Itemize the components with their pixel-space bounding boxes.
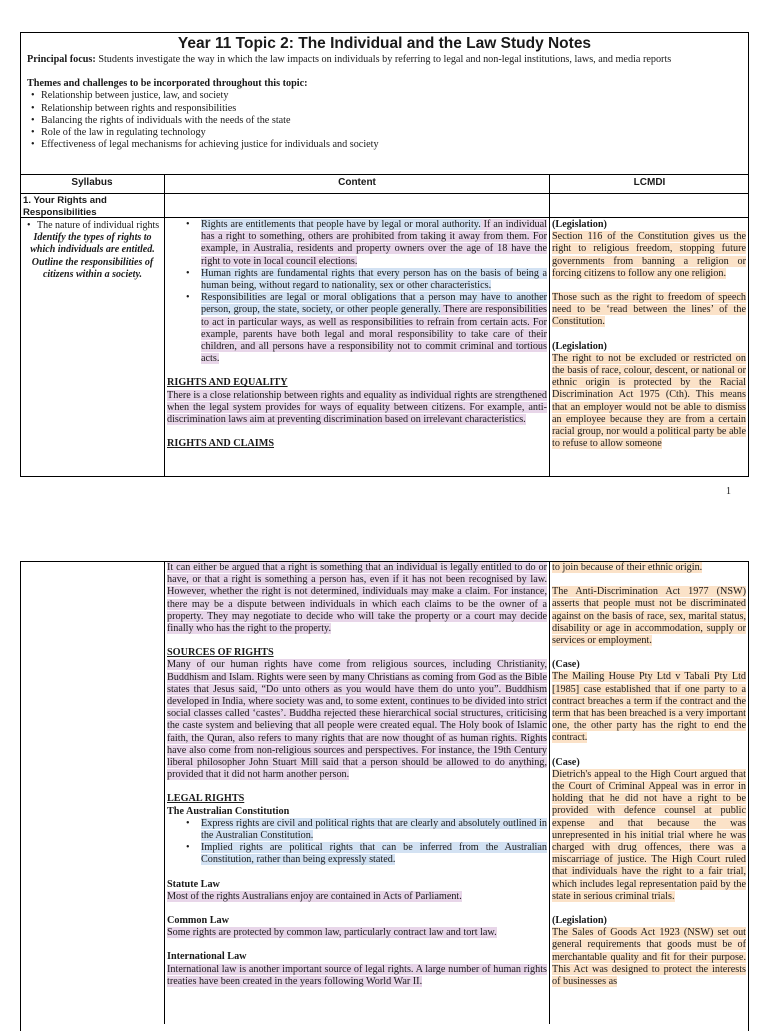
lcmdi-mailing-house-case: The Mailing House Pty Ltd v Tabali Pty Ltd [1985] case established that if one party to a contract breaches a term if the contract and the term that has been breached is a very important one, the other party has the right to end the contract. <box>552 671 746 744</box>
rights-equality-text: There is a close relationship between rights and equality as individual rights are strengthened when the legal system provides for ways of equality between citizens. For example, anti-discrimination laws aim at preventing discrimination based on irrelevant characteristics. <box>167 389 547 426</box>
lcmdi-tag: (Case) <box>552 756 580 768</box>
lcmdi-tag: (Legislation) <box>552 915 607 927</box>
lcmdi-dietrich-case: Dietrich's appeal to the High Court argued that the Court of Criminal Appeal was in error in holding that he did not have a right to be provided with defence counsel at public expense and that because the was unrepresented in his initial trial where he was charged with drug offences, there was a miscarriage of justice. The High Court ruled that individuals have the right to a fair trial, which includes legal representation paid by the state in serious criminal trials. <box>552 768 746 902</box>
page-title: Year 11 Topic 2: The Individual and the Law Study Notes <box>177 35 592 52</box>
international-law-heading: International Law <box>167 951 247 963</box>
page-number: 1 <box>726 486 731 497</box>
vline-4 <box>549 561 550 1024</box>
sources-heading: SOURCES OF RIGHTS <box>167 647 274 659</box>
lcmdi-sale-of-goods-act: The Sales of Goods Act 1923 (NSW) set out general requirements that goods must be of merchantable quality and fit for their purpose. This Act was designed to protect the interests of businesses as <box>552 927 746 988</box>
implied-rights-text: Implied rights are political rights that can be inferred from the Australian Constitution, rather than being expressly stated. <box>201 842 547 866</box>
content-column-p2 <box>167 562 547 1024</box>
vline-1 <box>164 174 165 477</box>
human-rights-definition: Human rights are fundamental rights that every person has on the basis of being a human being, without regard to nationality, sex or other characteristics. <box>201 267 547 292</box>
theme-item: • Role of the law in regulating technology <box>27 127 742 139</box>
common-law-heading: Common Law <box>167 915 229 927</box>
theme-item: • Balancing the rights of individuals with the needs of the state <box>27 115 742 127</box>
statute-text: Most of the rights Australians enjoy are contained in Acts of Parliament. <box>167 890 462 902</box>
lcmdi-tag: (Legislation) <box>552 340 607 352</box>
rights-explanation: If an individual has a right to something, others are prohibited from taking it away from them. For example, in Australia, residents and property owners over the age of 18 have the right to vote in local council elections. <box>201 219 547 267</box>
responsibilities-explanation: There are responsibilities to act in particular ways, as well as responsibilities to refrain from certain acts. For example, parents have both legal and moral responsibility to take care of their children, and all persons have a responsibility not to commit criminal and tortious acts. <box>201 304 547 365</box>
rights-equality-heading: RIGHTS AND EQUALITY <box>167 377 288 389</box>
header-section <box>21 33 748 151</box>
sources-text: Many of our human rights have come from religious sources, including Christianity, Buddhism and Islam. Rights were seen by many Christians as coming from God as the Bible states that Jesus said, “Do unto others as you would have them do unto you”. Buddhism developed in India, where society was and, to some extent, continues to be divided into strict social classes called ‘castes’. Buddha rejected these hierarchical social structures, criticising the caste system and believing that all people were created equal. The Holy book of Islamic faith, the Quran, also refers to many rights that are now thought of as human rights. Rights have also come from non-religious sources and perspectives. For instance, the 19th Century liberal philosopher John Stuart Mill said that a person should be allowed to do anything, provided that it did not harm another person. <box>167 659 547 781</box>
lcmdi-column <box>552 219 746 476</box>
international-law-text: International law is another important source of legal rights. A large number of human rights treaties have been created in the years following World War II. <box>167 963 547 987</box>
content-bullet-responsibilities <box>167 292 547 365</box>
legal-rights-heading: LEGAL RIGHTS <box>167 793 245 805</box>
principal-focus <box>21 54 748 66</box>
lcmdi-racial-discrimination: The right to not be excluded or restricted on the basis of race, colour, descent, or national or ethnic origin is protected by the Racial Discrimination Act 1975 (Cth). This means that an employer would not be able to dismiss an employee because they are from a certain racial group, nor would a political party be able to refuse to allow someone <box>552 352 746 450</box>
col-syllabus: Syllabus <box>71 177 113 188</box>
constitution-heading: The Australian Constitution <box>167 805 290 817</box>
lcmdi-continuation: to join because of their ethnic origin. <box>552 562 703 573</box>
hline-header <box>20 174 749 175</box>
express-rights-text: Express rights are civil and political rights that are clearly and absolutely outlined in the Australian Constitution. <box>201 817 547 842</box>
lcmdi-anti-discrimination-act: The Anti-Discrimination Act 1977 (NSW) asserts that people must not be discriminated against on the basis of race, sex, marital status, disability or age in accommodation, supply or services or employment. <box>552 586 746 647</box>
lcmdi-implied-rights: Those such as the right to freedom of speech need to be ‘read between the lines’ of the Constitution. <box>552 292 746 328</box>
statute-heading: Statute Law <box>167 878 220 890</box>
rights-claims-text: It can either be argued that a right is something that an individual is legally entitled to do or have, or that a right is something a person has, even if it has not been recognised by law. However, whether the right is not determined, individuals may make a claim. For instance, there may be a dispute between individuals in which each claims to be the owner of a property. They may negotiate to decide who will take the property or a court may decide finally who has the right to the property. <box>167 562 547 635</box>
syllabus-item: • The nature of individual rights <box>23 220 162 232</box>
content-bullet-rights <box>167 219 547 268</box>
col-lcmdi: LCMDI <box>633 177 666 188</box>
lcmdi-tag: (Case) <box>552 659 580 671</box>
lcmdi-tag: (Legislation) <box>552 219 607 230</box>
constitution-bullet-express <box>167 818 547 842</box>
principal-text: Students investigate the way in which the law impacts on individuals by referring to legal and non-legal institutions, laws, and media reports <box>95 54 672 65</box>
principal-label: Principal focus: <box>27 54 96 65</box>
syllabus-outcome-2: Outline the responsibilities of citizens within a society. <box>31 256 154 280</box>
col-content: Content <box>338 177 376 188</box>
content-column <box>167 219 547 476</box>
themes-list <box>21 90 748 151</box>
constitution-bullet-implied <box>167 842 547 866</box>
lcmdi-column-p2 <box>552 562 746 1024</box>
theme-item: • Relationship between rights and responsibilities <box>27 103 742 115</box>
hline-columns <box>20 193 749 194</box>
rights-claims-heading: RIGHTS AND CLAIMS <box>167 438 274 450</box>
syllabus-column <box>23 195 162 281</box>
syllabus-outcome-1: Identify the types of rights to which individuals are entitled. <box>30 232 155 256</box>
themes-heading: Themes and challenges to be incorporated throughout this topic: <box>27 78 308 90</box>
lcmdi-section-116: Section 116 of the Constitution gives us the right to religious freedom, stopping future governments from banning a religion or forcing citizens to follow any one religion. <box>552 231 746 279</box>
rights-definition: Rights are entitlements that people have by legal or moral authority. <box>201 219 481 230</box>
vline-2 <box>549 174 550 477</box>
vline-3 <box>164 561 165 1024</box>
common-law-text: Some rights are protected by common law, particularly contract law and tort law. <box>167 927 497 939</box>
responsibilities-definition: Responsibilities are legal or moral obligations that a person may have to another person, group, the state, society, or other people generally. <box>201 292 547 316</box>
syllabus-heading: 1. Your Rights and Responsibilities <box>23 195 107 218</box>
theme-item: • Effectiveness of legal mechanisms for achieving justice for individuals and society <box>27 139 742 151</box>
content-bullet-human-rights <box>167 268 547 292</box>
theme-item: • Relationship between justice, law, and society <box>27 90 742 102</box>
